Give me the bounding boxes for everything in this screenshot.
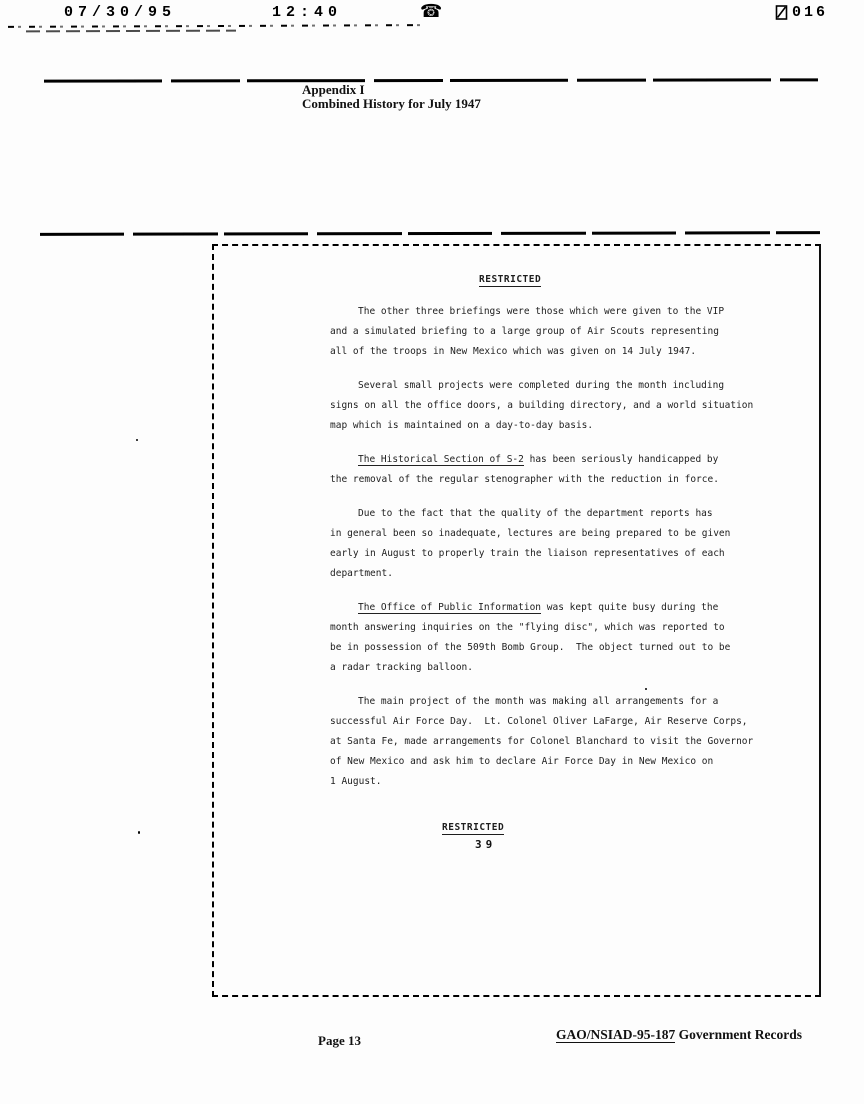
document-paragraph: Several small projects were completed during the month including signs on all the office doors, a building directory, and a world situation map which is maintained on a day-to-day basis. [330, 380, 754, 431]
report-footer [556, 1027, 802, 1043]
document-paragraph: The Historical Section of S-2 has been seriously handicapped by the removal of the regular stenographer with the reduction in force. [330, 454, 719, 485]
fax-time: 12:40 [272, 4, 343, 21]
scan-smudge-line [8, 24, 420, 28]
classification-banner-bottom: RESTRICTED [442, 822, 505, 833]
scan-smudge-line-2 [26, 30, 236, 32]
classification-banner-top: RESTRICTED [479, 274, 542, 285]
page-counter-icon [775, 4, 789, 21]
scan-artifact [136, 439, 138, 441]
document-paragraph: The main project of the month was making all arrangements for a successful Air Force Day. Lt. Colonel Oliver LaFarge, Air Reserve Corps, at Santa Fe, made arrangements for Colonel Blanchard to visit the Governor of New Mexico and ask him to declare Air Force Day in New Mexico on 1 August. [330, 696, 754, 787]
appendix-title: Appendix I [302, 82, 365, 97]
phone-icon: ☎ [420, 1, 443, 22]
scan-artifact [138, 831, 140, 834]
original-page-number: 39 [475, 838, 497, 851]
appendix-subtitle: Combined History for July 1947 [302, 96, 481, 111]
footer-page-label: Page 13 [318, 1033, 361, 1048]
fax-date: 07/30/95 [64, 4, 177, 21]
document-paragraph: The other three briefings were those which were given to the VIP and a simulated briefing to a large group of Air Scouts representing all of the troops in New Mexico which was given on 14 July 1947. [330, 306, 725, 357]
fax-page-counter [775, 4, 828, 21]
report-title: Government Records [678, 1027, 802, 1042]
scan-rule [40, 231, 820, 235]
appendix-heading [302, 83, 481, 111]
document-body [330, 302, 775, 806]
fax-page-number: 016 [791, 4, 828, 21]
header-rule [44, 78, 818, 82]
document-paragraph: The Office of Public Information was kept quite busy during the month answering inquiries on the "flying disc", which was reported to be in possession of the 509th Bomb Group. The object turned out to be a radar tracking balloon. [330, 602, 731, 673]
report-id: GAO/NSIAD-95-187 [556, 1027, 676, 1042]
scan-artifact [645, 688, 647, 690]
document-paragraph: Due to the fact that the quality of the department reports has in general been so inadequate, lectures are being prepared to be given early in August to properly train the liaison representatives of each department. [330, 508, 731, 579]
